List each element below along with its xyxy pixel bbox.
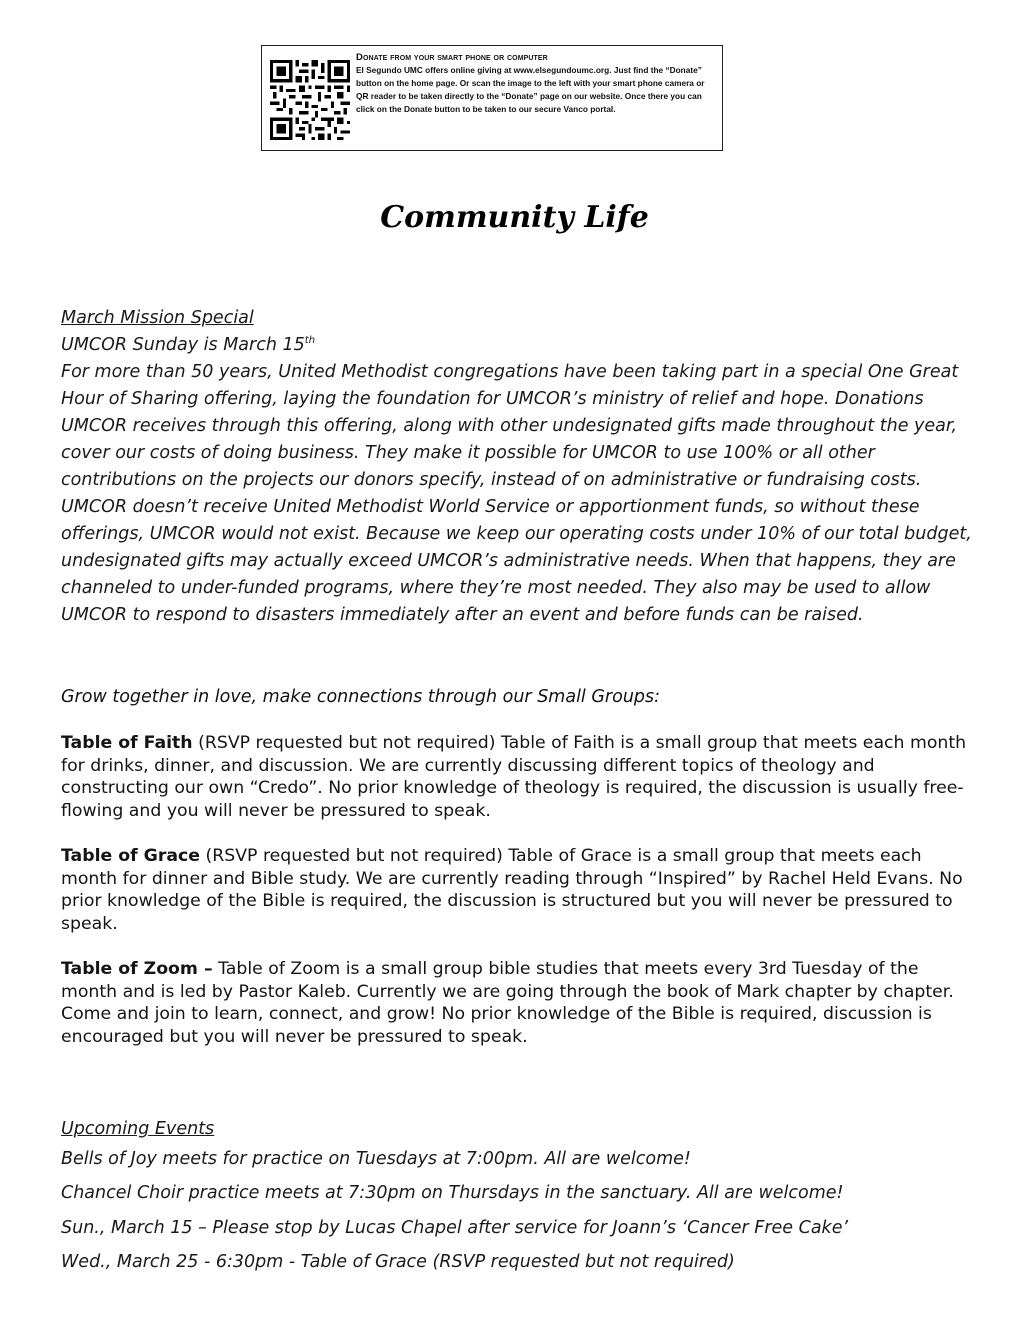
donate-body: El Segundo UMC offers online giving at www.elsegundoumc.org. Just find the “Donate” button on the home page. Or scan the image to the left with your smart phone camera or QR reader to be taken directly to the “Donate” page on our website. Once there you can click on the Donate button to be taken to our secure Vanco portal. (356, 65, 705, 114)
events-heading: Upcoming Events (61, 1119, 215, 1139)
small-groups-heading: Grow together in love, make connections through our Small Groups: (61, 687, 661, 707)
group-table-of-faith (61, 732, 976, 822)
group-description: (RSVP requested but not required) Table of Grace is a small group that meets each month for dinner and Bible study. We are currently reading through “Inspired” by Rachel Held Evans. No prior knowledge of the Bible is required, the discussion is structured but you will never be pressured to speak. (61, 846, 963, 934)
event-item: Sun., March 15 – Please stop by Lucas Chapel after service for Joann’s ‘Cancer Free Cake’ (61, 1217, 849, 1238)
donate-heading: Donate from your smart phone or computer (356, 52, 548, 63)
mission-date-suffix: th (304, 335, 316, 347)
event-item: Wed., March 25 - 6:30pm - Table of Grace (RSVP requested but not required) (61, 1251, 735, 1272)
event-item: Bells of Joy meets for practice on Tuesdays at 7:00pm. All are welcome! (61, 1149, 691, 1169)
event-item: Chancel Choir practice meets at 7:30pm on Thursdays in the sanctuary. All are welcome! (61, 1183, 844, 1204)
mission-heading: March Mission Special (61, 308, 254, 328)
group-name: Table of Grace (61, 846, 200, 866)
page-title: Community Life (380, 200, 649, 235)
mission-subheading (61, 332, 973, 359)
group-table-of-zoom (61, 958, 976, 1048)
group-description: (RSVP requested but not required) Table of Faith is a small group that meets each month for drinks, dinner, and discussion. We are currently discussing different topics of theology and constructing our own “Credo”. No prior knowledge of theology is required, the discussion is usually free-flowing and you will never be pressured to speak. (61, 733, 967, 821)
mission-section (61, 305, 973, 629)
upcoming-events (61, 1116, 973, 1279)
donate-text (356, 51, 716, 116)
mission-body: For more than 50 years, United Methodist congregations have been taking part in a special One Great Hour of Sharing offering, laying the foundation for UMCOR’s ministry of relief and hope. Donations UMCOR receives through this offering, along with other undesignated gifts made throughout the year, cover our costs of doing business. They make it possible for UMCOR to use 100% or all other contributions on the projects our donors specify, instead of on administrative or fundraising costs. UMCOR doesn’t receive United Methodist World Service or apportionment funds, so without these offerings, UMCOR would not exist. Because we keep our operating costs under 10% of our total budget, undesignated gifts may actually exceed UMCOR’s administrative needs. When that happens, they are channeled to under-funded programs, where they’re most needed. They also may be used to allow UMCOR to respond to disasters immediately after an event and before funds can be raised. (61, 362, 972, 625)
group-description: Table of Zoom is a small group bible studies that meets every 3rd Tuesday of the month and is led by Pastor Kaleb. Currently we are going through the book of Mark chapter by chapter. Come and join to learn, connect, and grow! No prior knowledge of the Bible is required, discussion is encouraged but you will never be pressured to speak. (61, 959, 954, 1047)
qr-code-icon[interactable] (270, 60, 350, 140)
group-name: Table of Faith (61, 733, 193, 753)
group-table-of-grace (61, 845, 976, 935)
donate-box (261, 45, 723, 151)
mission-date: UMCOR Sunday is March 15 (61, 335, 305, 355)
group-name: Table of Zoom – (61, 959, 213, 979)
